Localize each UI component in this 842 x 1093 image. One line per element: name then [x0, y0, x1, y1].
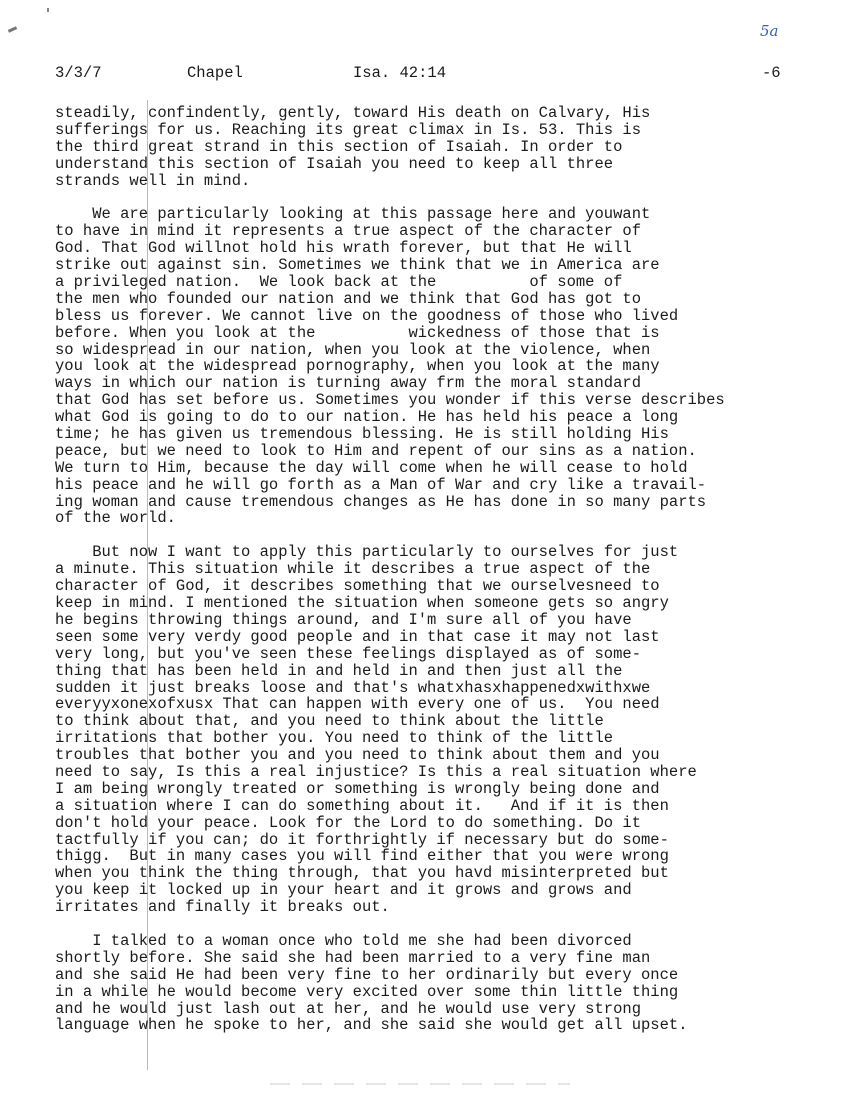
header-place: Chapel — [187, 64, 243, 82]
text-line: a privileged nation. We look back at the of some of — [55, 273, 623, 292]
paragraph — [55, 206, 815, 527]
text-line: But now I want to apply this particularly to ourselves for just — [55, 543, 679, 562]
paragraph — [55, 544, 815, 916]
text-line: when you think the thing through, that you havd misinterpreted but — [55, 864, 669, 883]
text-line: sudden it just breaks loose and that's whatxhasxhappenedxwithxwe — [55, 678, 651, 697]
header-scripture-reference: Isa. 42:14 — [353, 64, 447, 82]
text-line: the men who founded our nation and we think that God has got to — [55, 289, 641, 308]
text-line: to think about that, and you need to think about the little — [55, 712, 604, 731]
text-line: ing woman and cause tremendous changes as He has done in so many parts — [55, 492, 707, 511]
text-line: the third great strand in this section of Isaiah. In order to — [55, 137, 623, 156]
handwritten-page-note: 5a — [760, 22, 779, 40]
text-line: ways in which our nation is turning away frm the moral standard — [55, 374, 641, 393]
text-line: understand this section of Isaiah you need to keep all three — [55, 154, 614, 173]
text-line: you keep it locked up in your heart and it grows and grows and — [55, 881, 632, 900]
text-line: don't hold your peace. Look for the Lord to do something. Do it — [55, 813, 641, 832]
text-line: very long, but you've seen these feelings displayed as of some- — [55, 644, 641, 663]
text-line: sufferings for us. Reaching its great climax in Is. 53. This is — [55, 120, 641, 139]
text-line: shortly before. She said she had been married to a very fine man — [55, 948, 651, 967]
text-line: irritates and finally it breaks out. — [55, 898, 390, 917]
text-line: thing that has been held in and held in and then just all the — [55, 661, 623, 680]
text-line: keep in mind. I mentioned the situation when someone gets so angry — [55, 594, 669, 613]
text-line: irritations that bother you. You need to think of the little — [55, 729, 614, 748]
text-line: seen some very verdy good people and in that case it may not last — [55, 627, 660, 646]
text-line: tactfully if you can; do it forthrightly if necessary but do some- — [55, 830, 669, 849]
text-line: and he would just lash out at her, and he would use very strong — [55, 999, 641, 1018]
text-line: to have in mind it represents a true aspect of the character of — [55, 222, 641, 241]
text-line: everyyxonexofxusx That can happen with every one of us. You need — [55, 695, 660, 714]
header-date: 3/3/7 — [55, 64, 102, 82]
text-line: a situation where I can do something about it. And if it is then — [55, 796, 669, 815]
text-line: what God is going to do to our nation. He has held his peace a long — [55, 408, 679, 427]
text-line: his peace and he will go forth as a Man of War and cry like a travail- — [55, 475, 707, 494]
paragraph — [55, 105, 815, 189]
text-line: that God has set before us. Sometimes you wonder if this verse describes — [55, 391, 725, 410]
text-line: troubles that bother you and you need to think about them and you — [55, 746, 660, 765]
text-line: before. When you look at the wickedness of those that is — [55, 323, 660, 342]
text-line: strike out against sin. Sometimes we think that we in America are — [55, 256, 660, 275]
text-line: thigg. But in many cases you will find either that you were wrong — [55, 847, 669, 866]
text-line: he begins throwing things around, and I'm sure all of you have — [55, 610, 632, 629]
text-line: you look at the widespread pornography, when you look at the many — [55, 357, 660, 376]
text-line: time; he has given us tremendous blessing. He is still holding His — [55, 425, 669, 444]
text-line: peace, but we need to look to Him and repent of our sins as a nation. — [55, 441, 697, 460]
sermon-body-text — [55, 105, 815, 1051]
text-line: We are particularly looking at this passage here and youwant — [55, 205, 651, 224]
text-line: steadily, confindently, gently, toward His death on Calvary, His — [55, 104, 651, 122]
text-line: in a while he would become very excited over some thin little thing — [55, 982, 679, 1001]
text-line: so widespread in our nation, when you look at the violence, when — [55, 340, 651, 359]
text-line: language when he spoke to her, and she said she would get all upset. — [55, 1016, 688, 1035]
text-line: We turn to Him, because the day will come when he will cease to hold — [55, 458, 688, 477]
faint-bottom-marks — [270, 1083, 570, 1085]
text-line: character of God, it describes something that we ourselvesneed to — [55, 577, 660, 596]
text-line: a minute. This situation while it describes a true aspect of the — [55, 560, 651, 579]
text-line: strands well in mind. — [55, 171, 251, 190]
header-page-number: -6 — [762, 64, 781, 82]
text-line: I talked to a woman once who told me she had been divorced — [55, 931, 632, 950]
text-line: bless us forever. We cannot live on the goodness of those who lived — [55, 306, 679, 325]
text-line: God. That God willnot hold his wrath forever, but that He will — [55, 239, 632, 258]
stray-mark — [47, 8, 49, 12]
text-line: I am being wrongly treated or something is wrongly being done and — [55, 779, 660, 798]
text-line: need to say, Is this a real injustice? Is this a real situation where — [55, 762, 697, 781]
paragraph — [55, 933, 815, 1034]
text-line: of the world. — [55, 509, 176, 528]
text-line: and she said He had been very fine to her ordinarily but every once — [55, 965, 679, 984]
pen-mark — [8, 26, 17, 33]
